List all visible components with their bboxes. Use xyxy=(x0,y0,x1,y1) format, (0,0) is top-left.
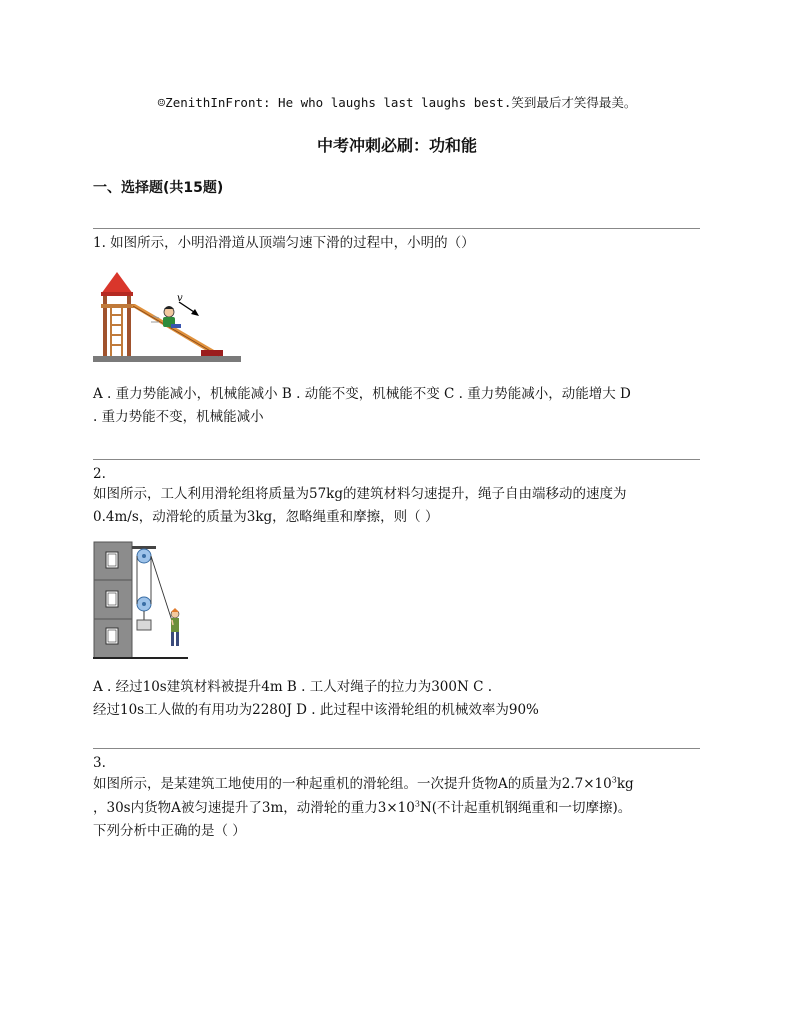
question-divider xyxy=(93,748,700,749)
section-heading: 一、选择题(共15题) xyxy=(93,180,224,196)
pulley-building-illustration-icon xyxy=(93,540,188,662)
question-1-stem: 1. 如图所示，小明沿滑道从顶端匀速下滑的过程中，小明的（） xyxy=(93,235,475,251)
unit: kg xyxy=(616,776,634,792)
velocity-label: v xyxy=(177,293,183,304)
question-2-options-line1: A . 经过10s建筑材料被提升4m B . 工人对绳子的拉力为300N C . xyxy=(93,679,492,695)
question-1-options-line2: . 重力势能不变，机械能减小 xyxy=(93,409,264,425)
header-motto: ☺ZenithInFront: He who laughs last laughs best.笑到最后才笑得最美。 xyxy=(157,95,637,110)
question-3-stem-line2-text: ，30s内货物A被匀速提升了3m，动滑轮的重力3×10 xyxy=(93,800,415,816)
page-title: 中考冲刺必刷：功和能 xyxy=(316,136,477,155)
question-3-stem-line1 xyxy=(93,773,705,796)
question-3-stem-line2-tail: N(不计起重机钢绳重和一切摩擦)。 xyxy=(419,800,632,816)
exponent: 3 xyxy=(414,799,420,809)
question-divider xyxy=(93,228,700,229)
question-3-stem-line3: 下列分析中正确的是（ ） xyxy=(93,823,246,839)
question-3-stem-line1-text: 如图所示，是某建筑工地使用的一种起重机的滑轮组。一次提升货物A的质量为2.7×10 xyxy=(93,776,612,792)
question-3-stem-line2 xyxy=(93,797,705,820)
question-divider xyxy=(93,459,700,460)
question-2-stem-line1: 如图所示，工人利用滑轮组将质量为57kg的建筑材料匀速提升，绳子自由端移动的速度为 xyxy=(93,486,627,502)
question-1-options-line1: A . 重力势能减小，机械能减小 B . 动能不变，机械能不变 C . 重力势能减小，动能增大 D xyxy=(93,386,631,402)
question-2-stem-line2: 0.4m/s，动滑轮的质量为3kg，忽略绳重和摩擦，则（ ） xyxy=(93,509,439,525)
exponent: 3 xyxy=(611,775,617,785)
question-2-number: 2. xyxy=(93,466,106,482)
slide-illustration-icon xyxy=(93,268,243,366)
question-2-options-line2: 经过10s工人做的有用功为2280J D . 此过程中该滑轮组的机械效率为90% xyxy=(93,702,539,718)
question-3-number: 3. xyxy=(93,755,106,771)
